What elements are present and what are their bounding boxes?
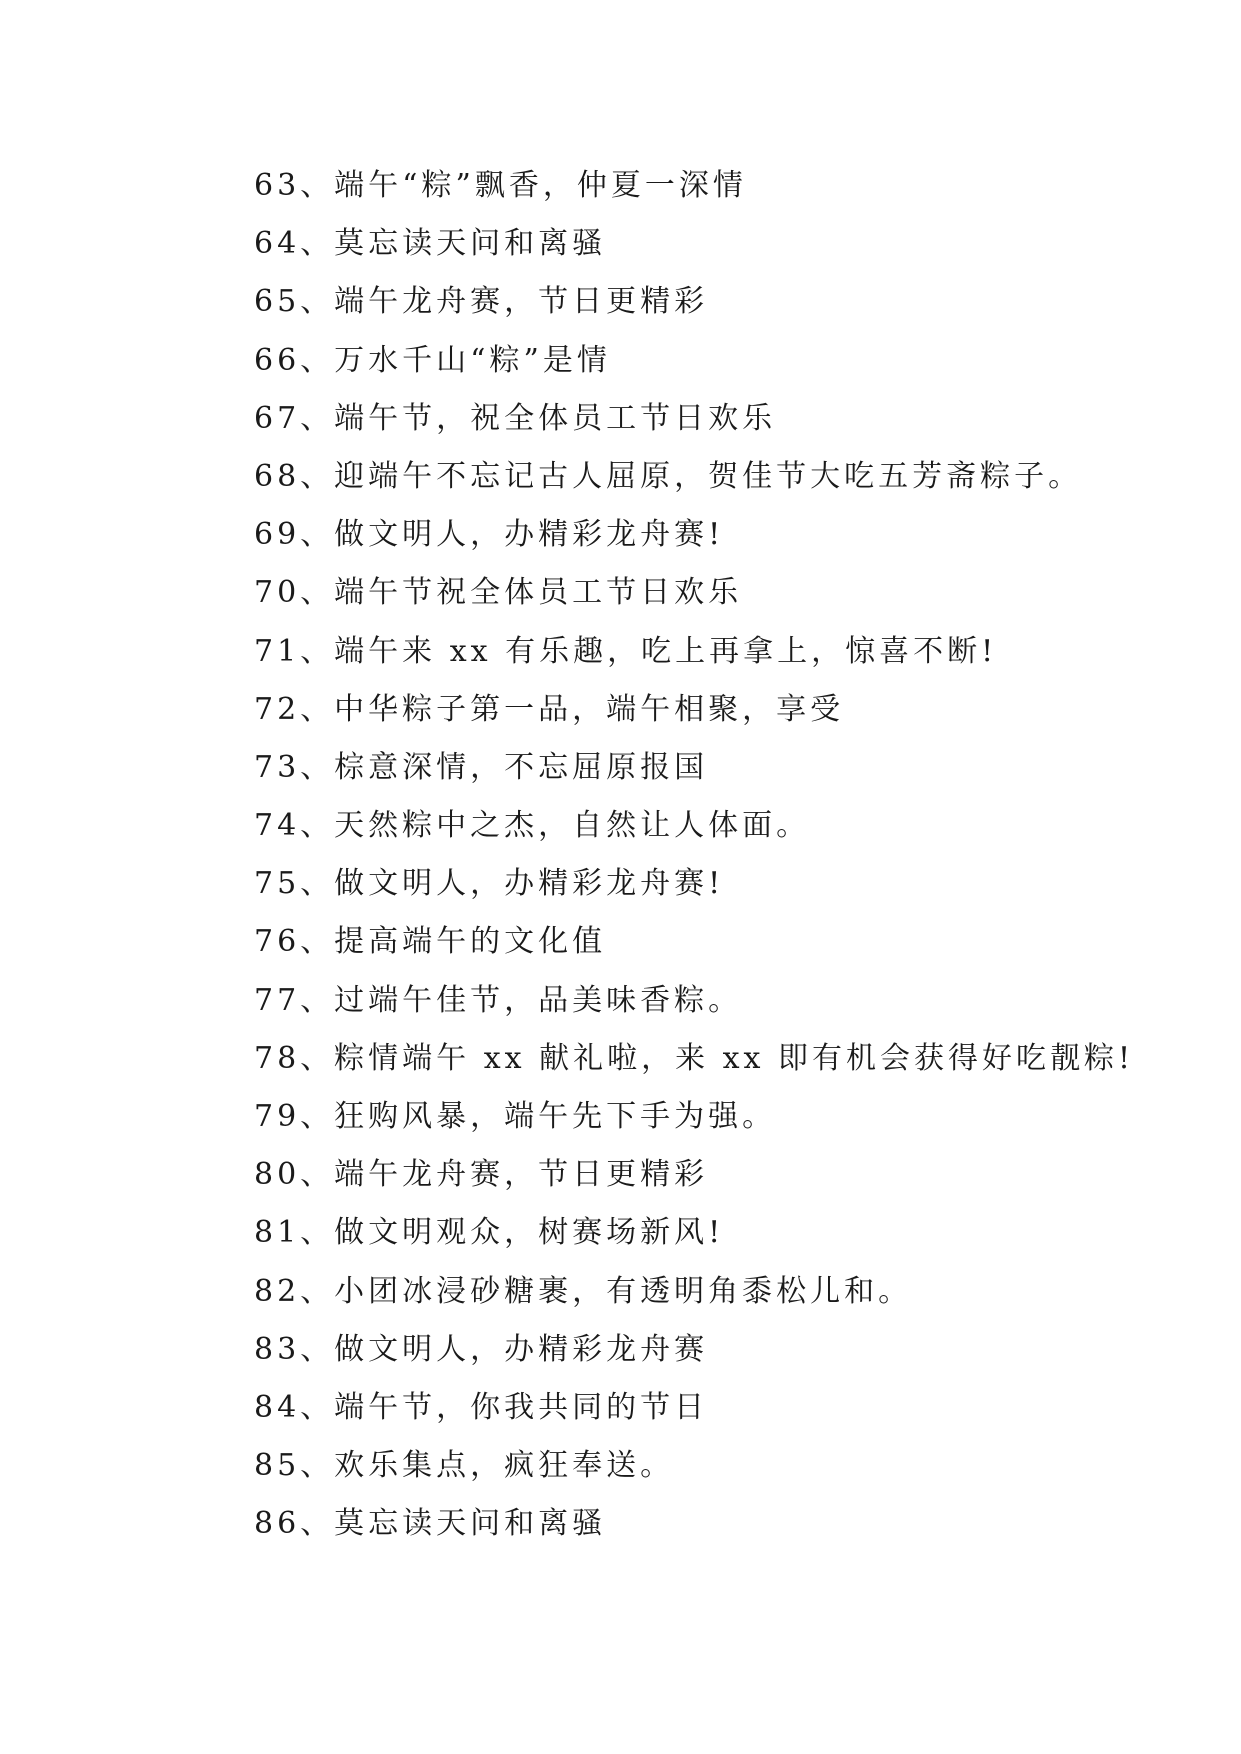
list-item: 79、狂购风暴，端午先下手为强。 xyxy=(254,1099,777,1134)
list-item: 76、提高端午的文化值 xyxy=(254,924,607,960)
list-item: 77、过端午佳节，品美味香粽。 xyxy=(254,982,743,1018)
list-item: 80、端午龙舟赛，节日更精彩 xyxy=(254,1157,709,1193)
list-item: 78、粽情端午 xx 献礼啦，来 xx 即有机会获得好吃靓粽! xyxy=(254,1040,1135,1076)
list-item: 68、迎端午不忘记古人屈原，贺佳节大吃五芳斋粽子。 xyxy=(254,458,1083,494)
list-item: 85、欢乐集点，疯狂奉送。 xyxy=(254,1448,675,1484)
list-item: 73、棕意深情，不忘屈原报国 xyxy=(254,749,709,785)
list-item: 71、端午来 xx 有乐趣，吃上再拿上，惊喜不断! xyxy=(254,633,998,669)
list-item: 86、莫忘读天问和离骚 xyxy=(254,1506,607,1542)
list-item: 64、莫忘读天问和离骚 xyxy=(254,226,607,262)
list-item: 63、端午“粽”飘香，仲夏一深情 xyxy=(254,168,747,203)
list-item: 83、做文明人，办精彩龙舟赛 xyxy=(254,1331,709,1367)
list-item: 67、端午节，祝全体员工节日欢乐 xyxy=(254,400,777,436)
slogan-list xyxy=(254,157,1214,1554)
list-item: 82、小团冰浸砂糖裹，有透明角黍松儿和。 xyxy=(254,1273,913,1309)
list-item: 75、做文明人，办精彩龙舟赛! xyxy=(254,866,725,902)
list-item: 65、端午龙舟赛，节日更精彩 xyxy=(254,284,709,320)
list-item: 74、天然粽中之杰，自然让人体面。 xyxy=(254,808,811,844)
list-item: 72、中华粽子第一品，端午相聚，享受 xyxy=(254,691,845,727)
list-item: 81、做文明观众，树赛场新风! xyxy=(254,1215,725,1251)
list-item: 70、端午节祝全体员工节日欢乐 xyxy=(254,575,743,611)
list-item: 69、做文明人，办精彩龙舟赛! xyxy=(254,517,725,553)
list-item: 66、万水千山“粽”是情 xyxy=(254,342,611,378)
list-item: 84、端午节，你我共同的节日 xyxy=(254,1389,709,1425)
